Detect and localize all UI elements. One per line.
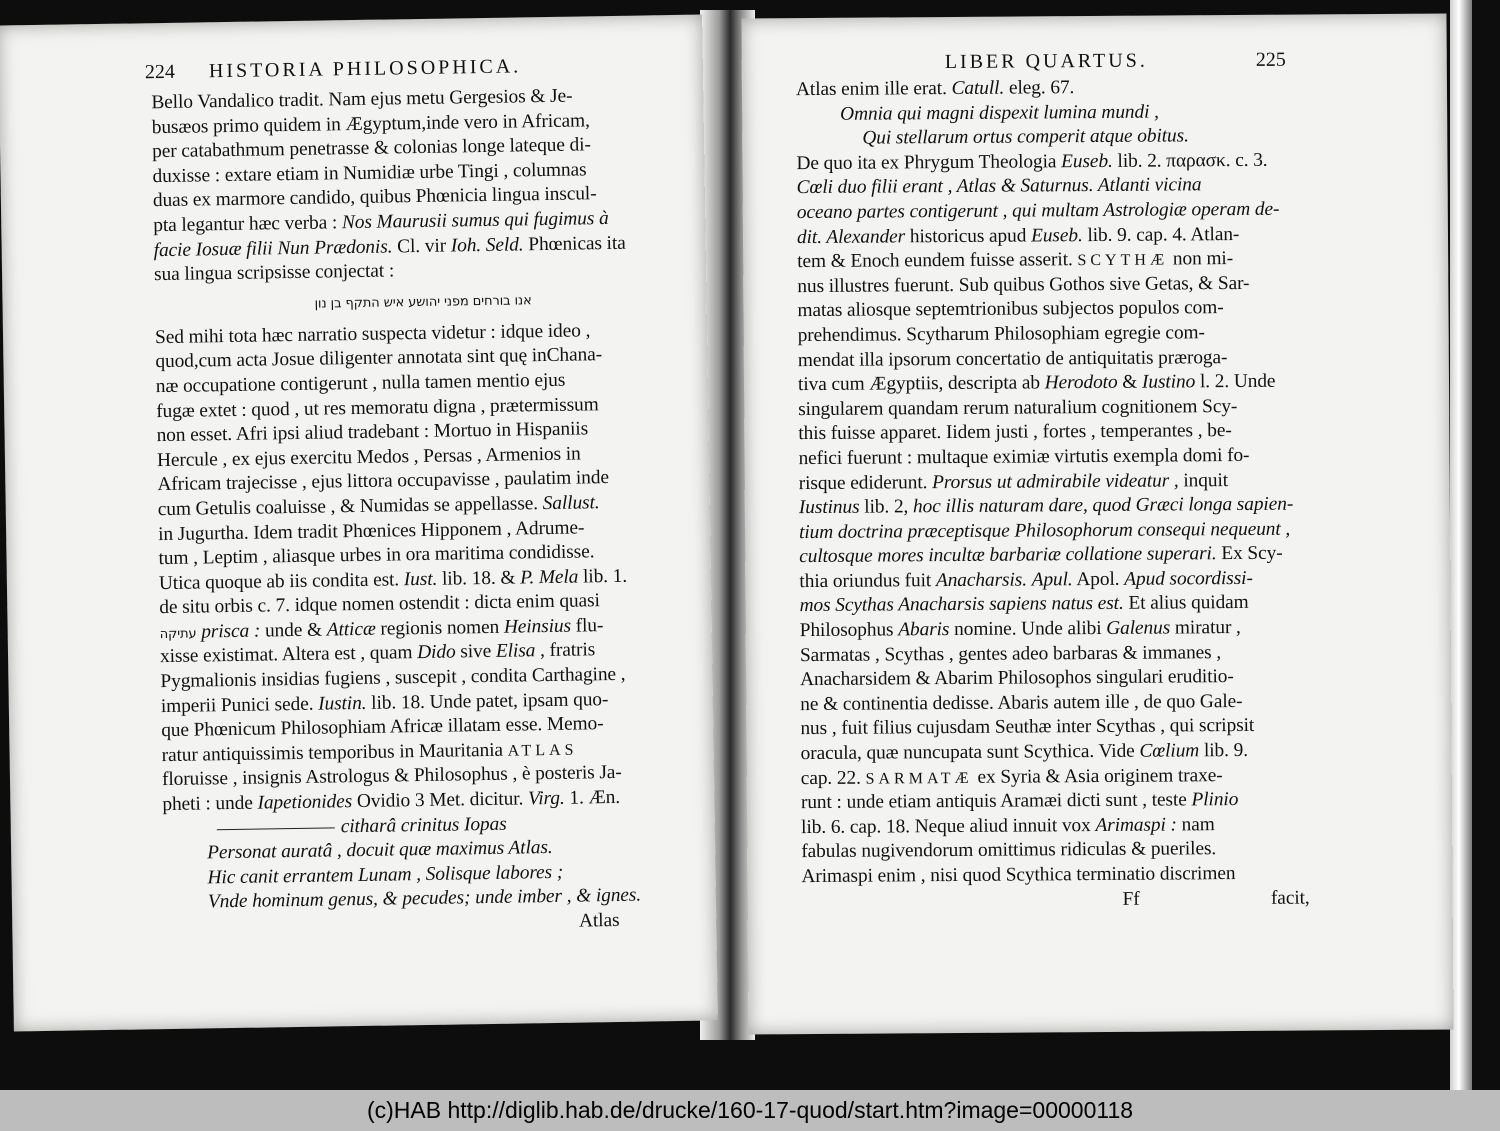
text-line xyxy=(799,542,1307,570)
text-run: lib. 18. & xyxy=(437,567,521,590)
text-run: Anacharsis. xyxy=(935,569,1027,592)
text-run: nam xyxy=(1176,814,1215,836)
text-run: Phœnicas ita xyxy=(523,232,626,255)
verse-dash-rule xyxy=(217,827,335,830)
text-run: non esset. Afri ipsi aliud tradebant : Mortuo in Hispaniis xyxy=(156,418,589,447)
left-running-head xyxy=(145,55,522,84)
text-run: עתיקה xyxy=(159,626,197,643)
text-line xyxy=(798,394,1306,422)
text-run: Iustin. xyxy=(317,692,367,715)
left-page xyxy=(0,15,718,1032)
text-line xyxy=(797,198,1305,226)
text-run: Ovidio 3 Met. dicitur. xyxy=(351,788,529,813)
left-verses xyxy=(163,835,641,916)
text-run: lib. 1. xyxy=(578,565,628,588)
text-line xyxy=(798,419,1306,447)
text-run: matas aliosque septemtrionibus subjectos populos com- xyxy=(797,297,1224,322)
text-run: Sed mihi tota hæc narratio suspecta videtur : idque ideo , xyxy=(154,320,591,348)
verse-line: Qui stellarum ortus comperit atque obitus. xyxy=(862,125,1189,149)
text-run: ratur antiquissimis temporibus in Mauritania xyxy=(161,739,508,766)
text-line xyxy=(801,812,1309,840)
text-run: Heinsius xyxy=(503,615,572,638)
text-run: nomine. Unde alibi xyxy=(949,618,1107,641)
text-run: Nos Maurusii sumus qui fugimus à xyxy=(341,207,609,234)
text-run: SARMATÆ xyxy=(865,769,973,788)
text-run: tum , Leptim , aliasque urbes in ora maritima condidisse. xyxy=(158,541,595,570)
right-page xyxy=(741,14,1453,1035)
text-run: Sallust. xyxy=(542,492,600,515)
right-running-title: LIBER QUARTUS. xyxy=(944,49,1148,74)
text-run: this fuisse apparet. Iidem justi , fortes , temperantes , be- xyxy=(798,420,1232,445)
credit-bar xyxy=(0,1090,1500,1131)
text-run: cum Getulis coaluisse , & Numidas se appellasse. xyxy=(157,493,543,521)
text-run: Cœli duo filii erant , Atlas & Saturnus. Atlanti vicina xyxy=(796,174,1202,199)
text-run: lib. 9. xyxy=(1199,739,1249,762)
text-run: Apul. xyxy=(1031,569,1073,591)
verse-dash-text: citharâ crinitus Iopas xyxy=(340,813,507,837)
text-run: lib. 9. cap. 4. Atlan- xyxy=(1082,223,1240,246)
text-line xyxy=(796,148,1304,176)
text-run: Anacharsidem & Abarim Philosophos singulari eruditio- xyxy=(800,666,1234,691)
text-run: que Phœnicum Philosophiam Africæ illatam esse. Memo- xyxy=(161,713,604,742)
page-edge xyxy=(1450,0,1472,1090)
text-line xyxy=(800,714,1308,742)
text-run: facie Iosuæ filii Nun Prædonis. xyxy=(153,235,393,261)
text-line xyxy=(799,468,1307,496)
text-run: fugæ extet : quod , ut res memoratu digna , prætermissum xyxy=(156,393,599,422)
text-run: Cl. vir xyxy=(392,235,451,257)
text-run: hoc illis naturam dare, quod Græci longa sapien- xyxy=(912,493,1294,518)
text-run: sive xyxy=(455,641,497,663)
text-run: lib. 2. παρασκ. c. 3. xyxy=(1112,149,1268,172)
text-run: Iust. xyxy=(403,568,438,590)
text-run: ATLAS xyxy=(507,741,578,760)
text-line xyxy=(799,566,1307,594)
text-run: Dido xyxy=(417,641,456,664)
text-run: imperii Punici sede. xyxy=(160,693,319,717)
text-run: sua lingua scripsisse conjectat : xyxy=(153,260,395,286)
text-run: regionis nomen xyxy=(375,616,505,640)
right-page-number: 225 xyxy=(1255,48,1286,71)
text-line xyxy=(801,862,1309,890)
right-paragraph xyxy=(796,148,1309,889)
text-line xyxy=(801,788,1309,816)
text-line xyxy=(800,616,1308,644)
text-line xyxy=(800,640,1308,668)
text-run: de situ orbis c. 7. idque nomen ostendit : dicta enim quasi xyxy=(159,590,600,619)
verse-line: Personat auratâ , docuit quæ maximus Atlas. xyxy=(207,837,553,864)
text-run: nus illustres fuerunt. Sub quibus Gothos sive Getas, & Sar- xyxy=(797,272,1250,297)
text-run: inquit xyxy=(1178,469,1229,491)
text-run: Africam trajecisse , ejus littora occupavisse , paulatim inde xyxy=(157,467,610,496)
text-run: lib. 6. cap. 18. Neque aliud innuit vox xyxy=(801,814,1096,838)
text-line xyxy=(798,370,1306,398)
text-run: unde & xyxy=(264,619,327,642)
text-line xyxy=(797,222,1305,250)
left-running-title: HISTORIA PHILOSOPHICA. xyxy=(208,55,522,83)
text-run: Hercule , ex ejus exercitu Medos , Persas , Armenios in xyxy=(156,443,581,471)
text-run: lib. 2, xyxy=(859,496,914,518)
text-line xyxy=(799,493,1307,521)
text-run: Et alius quidam xyxy=(1123,592,1249,615)
text-run: ex Syria & Asia originem traxe- xyxy=(972,764,1223,788)
text-run: xisse existimat. Altera est , quam xyxy=(159,642,418,668)
text-run: flu- xyxy=(570,615,604,637)
text-line xyxy=(800,665,1308,693)
text-line xyxy=(798,443,1306,471)
right-verses xyxy=(796,99,1304,152)
text-run: Galenus xyxy=(1106,617,1171,640)
text-run: 1. Æn. xyxy=(564,786,621,809)
text-run: dit. Alexander xyxy=(796,225,906,248)
text-run: Ioh. Seld. xyxy=(450,233,524,257)
text-line xyxy=(800,689,1308,717)
text-run: Arimaspi : xyxy=(1095,814,1177,836)
text-line xyxy=(798,320,1306,348)
text-run: tem & Enoch eundem fuisse asserit. xyxy=(797,249,1078,273)
text-run: miratur , xyxy=(1170,617,1241,639)
text-run: De quo ita ex Phrygum Theologia xyxy=(796,151,1062,174)
text-run: thia oriundus fuit xyxy=(799,570,936,592)
text-line xyxy=(797,173,1305,201)
text-run: historicus apud xyxy=(905,225,1032,247)
text-run: nus , fuit filius cujusdam Seuthæ inter Scythas , qui scripsit xyxy=(800,715,1255,740)
text-run: risque ediderunt. xyxy=(798,471,933,494)
hebrew-inscription: אנו בורחים מפני יהושע איש התקף בן נון xyxy=(314,292,532,312)
text-line xyxy=(797,296,1305,324)
right-page-foot xyxy=(802,886,1310,914)
text-run: singularem quandam rerum naturalium cognitionem Scy- xyxy=(798,395,1238,420)
text-run: quod,cum acta Josue diligenter annotata sint quę inChana- xyxy=(155,344,603,373)
verse-line: Omnia qui magni dispexit lumina mundi , xyxy=(840,101,1159,125)
text-run: Apol. xyxy=(1072,568,1125,591)
text-run: Ex Scy- xyxy=(1216,542,1283,565)
text-line xyxy=(801,739,1309,767)
left-paragraph-2 xyxy=(155,318,640,817)
text-run: Prorsus ut admirabile videatur , xyxy=(931,469,1179,493)
text-run: Herodoto xyxy=(1044,371,1118,394)
text-line xyxy=(799,591,1307,619)
signature-mark: Ff xyxy=(1122,888,1140,910)
text-run: Bello Vandalico tradit. Nam ejus metu Gergesios & Je- xyxy=(151,85,573,114)
left-catchword: Atlas xyxy=(578,909,620,932)
text-line xyxy=(801,763,1309,791)
credit-text: (c)HAB http://diglib.hab.de/drucke/160-17-quod/start.htm?image=00000118 xyxy=(366,1097,1134,1123)
text-run: prisca : xyxy=(196,620,266,643)
text-run: Atlas enim ille erat. xyxy=(795,78,952,101)
text-run: SCYTHÆ xyxy=(1077,251,1169,270)
text-run: pheti : unde xyxy=(162,792,258,816)
text-line xyxy=(797,247,1305,275)
text-run: Virg. xyxy=(527,787,565,810)
text-run: Elisa xyxy=(495,640,536,663)
text-run: cultosque mores incultæ barbariæ collatione superari. xyxy=(799,543,1217,568)
text-run: P. Mela xyxy=(519,566,579,589)
text-run: Utica quoque ab iis condita est. xyxy=(158,568,405,594)
text-run: tium doctrina præceptisque Philosophorum consequi nequeunt , xyxy=(798,518,1291,543)
text-run: Iustino xyxy=(1141,371,1196,393)
text-run: duxisse : extare etiam in Numidiæ urbe Tingi , columnas xyxy=(152,159,587,187)
text-run: Abaris xyxy=(898,619,950,641)
right-body-text xyxy=(796,75,1310,915)
verse-line: Hic canit errantem Lunam , Solisque labores ; xyxy=(207,861,564,889)
left-page-number: 224 xyxy=(144,60,176,84)
text-run: Plinio xyxy=(1191,789,1239,811)
left-paragraph-1 xyxy=(151,84,631,288)
text-run: & xyxy=(1117,371,1143,393)
text-run: duas ex marmore candido, quibus Phœnicia lingua inscul- xyxy=(152,183,597,212)
text-line xyxy=(799,517,1307,545)
text-line xyxy=(797,271,1305,299)
text-run: non mi- xyxy=(1168,248,1234,270)
text-run: , fratris xyxy=(535,639,596,662)
text-line xyxy=(796,75,1304,103)
text-run: ne & continentia dedisse. Abaris autem ille , de quo Gale- xyxy=(800,690,1243,715)
text-run: mendat illa ipsorum concertatio de antiquitatis prærogа- xyxy=(797,346,1228,371)
text-run: Pygmalionis insidias fugiens , suscepit , condita Carthagine , xyxy=(160,663,626,693)
left-body-text xyxy=(151,84,641,941)
text-run: Apud socordissi- xyxy=(1124,567,1253,590)
text-run: l. 2. Unde xyxy=(1195,370,1276,393)
text-run: næ occupatione contigerunt , nulla tamen mentio ejus xyxy=(155,369,566,398)
text-run: lib. 18. Unde patet, ipsam quo- xyxy=(366,688,609,714)
text-run: busæos primo quidem in Ægyptum,inde vero in Africam, xyxy=(151,109,590,138)
text-run: runt : unde etiam antiquis Aramæi dicti sunt , teste xyxy=(800,789,1192,814)
text-run: pta legantur hæc verba : xyxy=(153,212,343,237)
text-run: Arimaspi enim , nisi quod Scythica terminatio discrimen xyxy=(801,863,1236,888)
text-run: eleg. 67. xyxy=(1004,77,1075,99)
text-run: Iustinus xyxy=(798,496,860,519)
text-run: Catull. xyxy=(951,77,1005,100)
text-run: oceano partes contigerunt , qui multam Astrologiæ operam de- xyxy=(796,198,1280,224)
text-run: prehendimus. Scytharum Philosophiam egregie com- xyxy=(797,322,1205,347)
text-run: per catabathmum penetrasse & colonias longe lateque di- xyxy=(151,134,591,163)
text-run: Euseb. xyxy=(1061,150,1113,173)
text-line xyxy=(801,837,1309,865)
text-run: Euseb. xyxy=(1030,224,1083,247)
text-run: Sarmatas , Scythas , gentes adeo barbaras & immanes , xyxy=(799,641,1222,666)
text-run: Philosophus xyxy=(799,619,899,642)
text-run: fabulas nugivendorum omittimus ridiculas & pueriles. xyxy=(801,838,1217,863)
text-run: Atticæ xyxy=(326,618,376,641)
text-run: oracula, quæ nuncupata sunt Scythica. Vide xyxy=(800,740,1140,765)
text-run: nefici fuerunt : multaque eximiæ virtutis exempla domi fo- xyxy=(798,444,1250,469)
right-first-line xyxy=(796,75,1304,103)
text-run: floruisse , insignis Astrologus & Philosophus , è posteris Ja- xyxy=(161,762,622,791)
verse-line: Vnde hominum genus, & pecudes; unde imber , & ignes. xyxy=(207,885,642,913)
text-run: tiva cum Ægyptiis, descripta ab xyxy=(797,372,1045,396)
text-line xyxy=(798,345,1306,373)
right-catchword: facit, xyxy=(1270,887,1310,909)
text-run: Iapetionides xyxy=(257,791,353,814)
text-run: Cœlium xyxy=(1139,740,1200,762)
right-running-head xyxy=(945,49,1286,74)
text-run: in Jugurtha. Idem tradit Phœnices Hipponem , Adrume- xyxy=(157,516,585,545)
text-run: mos Scythas Anacharsis sapiens natus est. xyxy=(799,593,1124,617)
text-run: cap. 22. xyxy=(800,767,866,789)
